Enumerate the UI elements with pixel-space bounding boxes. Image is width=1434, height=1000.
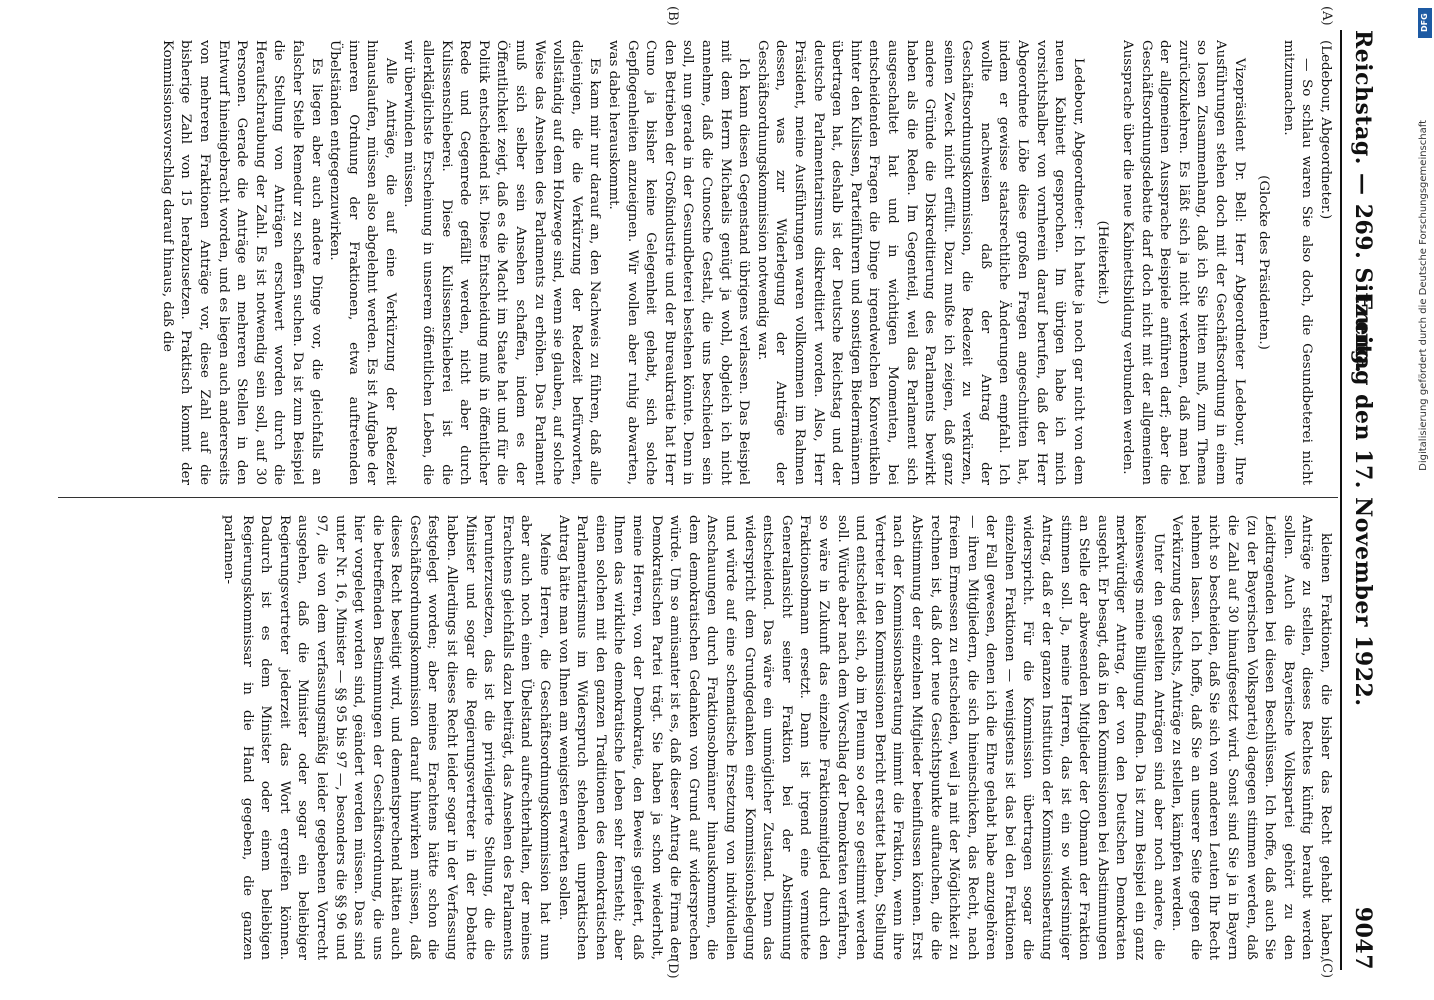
page-header: [1340, 30, 1380, 970]
paragraph: Es kam mir nur darauf an, den Nachweis zu führen, daß alle diejenigen, die die Verkürzung der Redezeit befürworten, vollständig auf dem Holzwege sind, wenn sie glauben, auf solche Weise das Ansehen des Parlaments zu erhöhen. Das Parlament muß sich selber sein Ansehen schaffen, indem es der Öffentlichkeit zeigt, daß es die Macht im Staate hat und für die Politik entscheidend ist. Diese Entscheidung muß in öffentlicher Rede und Gegenrede gefällt werden, nicht aber durch Kulissenschieberei. Diese Kulissenschieberei ist die allerkläglichste Erscheinung in unserem öffentlichen Leben, die wir überwinden müssen.: [401, 40, 603, 485]
funding-credit: [1418, 120, 1432, 1000]
paragraph: Unter den gestellten Anträgen sind aber noch andere, die keineswegs meine Billigung finden. Da ist zum Beispiel ein ganz merkwürdiger Antrag, der von den Deutschen Demokraten ausgeht. Er besagt, daß in den Kommissionen bei Abstimmungen an Stelle der abwesenden Mitglieder der Obmann der Fraktion stimmen soll. Ja, meine Herren, das ist ein so widersinniger Antrag, daß er der ganzen Institution der Kommissionsberatung widerspricht. Für die Kommission übertragen sogar die einzelnen Fraktionen — wenigstens ist das bei den Fraktionen der Fall gewesen, denen ich die Ehre gehabt habe anzugehören — ihren Mitgliedern, die sich hineinschicken, das Recht, nach freiem Ermessen zu entscheiden, weil ja mit der Möglichkeit zu rechnen ist, daß dort neue Gesichtspunkte auftauchen, die die Abstimmung der einzelnen Mitglieder beeinflussen können. Erst nach der Kommissionsberatung nimmt die Fraktion, wenn ihre Vertreter in den Kommissionen Bericht erstattet haben, Stellung und entscheidet sich, ob im Plenum so oder so gestimmt werden soll. Würde aber nach dem Vorschlag der Demokraten verfahren, so wäre in Zukunft das einzelne Fraktionsmitglied durch den Fraktionsobmann ersetzt. Dann ist irgend eine vermutete Generalansicht seiner Fraktion bei der Abstimmung entscheidend. Das wäre ein unmöglicher Zustand. Denn das widerspricht dem Grundgedanken einer Kommissionsbelegung und würde auf eine schematische Ersetzung von individuellen Anschauungen durch Fraktionsobmänner hinauskommen, die dem demokratischen Gedanken von Grund auf widersprechen würde. Um so amüsanter ist es, daß dieser Antrag die Firma der Demokratischen Partei trägt. Sie haben ja schon wiederholt, meine Herren, von der Demokratie, den Beweis geliefert, daß Ihnen das wirkliche demokratische Leben sehr fernsteht; aber einen solchen mit den ganzen Traditionen des demokratischen Parlamentarismus im Widerspruch stehenden unpraktischen Antrag hätte man von Ihnen am wenigsten erwarten sollen.: [555, 515, 1166, 960]
page-number: 9047: [1350, 906, 1376, 970]
paragraph: Ich kann diesen Gegenstand übrigens verlassen. Das Beispiel mit dem Herrn Michaelis genügt ja wohl, obgleich ich nicht annehme, daß die Cunosche Gestalt, die uns beschieden sein soll, nun gerade in der Gesundbeterei bestehen könnte. Denn in den Betrieben der Großindustrie und der Bureaukratie hat Herr Cuno ja bisher keine Gelegenheit gehabt, sich solche Gepflogenheiten anzueignen. Wir wollen aber ruhig abwarten, was dabei herauskommt.: [606, 40, 752, 485]
header-date: Freitag den 17. November 1922.: [1350, 293, 1376, 707]
margin-marker-b: (B): [665, 6, 680, 26]
header-left: Reichstag. — 269. Sitzung.: [1350, 30, 1376, 374]
margin-marker-d: (D): [665, 958, 680, 979]
paragraph: Ledebour, Abgeordneter: Ich hatte ja noch gar nicht von dem neuen Kabinett gesprochen. Im übrigen habe ich mich vorsichtshalber von vornherein darauf berufen, daß der Herr Abgeordnete Löbe diese großen Fragen angeschnitten hat, indem er gewisse staatsrechtliche Änderungen empfahl. Ich wollte nachweisen daß der Antrag der Geschäftsordnungskommission, die Redezeit zu verkürzen, seinen Zweck nicht erfüllt. Dazu mußte ich zeigen, daß ganz andere Gründe die Diskreditierung des Parlaments bewirkt haben als die Reden. Im Gegenteil, weil das Parlament sich ausgeschaltet hat und in wichtigen Momenten, bei entscheidenden Fragen die Dinge irgendwelchen Konventikeln hinter den Kulissen, Parteiführern und sonstigen Biedermännern übertragen hat, deshalb ist der Deutsche Reichstag und der deutsche Parlamentarismus diskreditiert worden. Also, Herr Präsident, meine Ausführungen waren vollkommen im Rahmen dessen, was zur Widerlegung der Anträge der Geschäftsordnungskommission notwendig war.: [754, 40, 1086, 485]
stage-direction: (Heiterkeit.): [1095, 220, 1111, 305]
column-divider: [58, 497, 1338, 498]
paragraph: kleinen Fraktionen, die bisher das Recht gehabt haben, Anträge zu stellen, dieses Rechtes künftig beraubt werden sollen. Auch die Bayerische Volkspartei gehört zu den Leidtragenden bei diesen Beschlüssen. Ich hoffe, daß auch Sie (zu der Bayerischen Volkspartei) dagegen stimmen werden, daß die Zahl auf 30 hinaufgesetzt wird. Sonst sind Sie ja in Bayern nicht so bescheiden, daß Sie sich von anderen Leuten Ihr Recht nehmen lassen. Ich hoffe, daß Sie an unserer Seite gegen die Verkürzung des Rechts, Anträge zu stellen, kämpfen werden.: [1169, 515, 1333, 960]
stage-direction: (Glocke des Präsidenten.): [1256, 175, 1272, 350]
funding-credit-text: Digitalisierung gefördert durch die Deutsche Forschungsgemeinschaft: [1418, 120, 1429, 471]
margin-marker-a: (A): [1319, 6, 1334, 26]
left-column: [64, 40, 1334, 485]
right-column: [64, 515, 1334, 960]
speaker-note: (Ledebour, Abgeordneter.): [1318, 40, 1333, 220]
paragraph: — So schlau waren Sie also doch, die Gesundbeterei nicht mitzumachen.: [1280, 40, 1315, 485]
paragraph: Es liegen aber auch andere Dinge vor, die gleichfalls an falscher Stelle Remedur zu schaffen suchen. Da ist zum Beispiel die Stellung von Anträgen erschwert worden durch die Heraufschraubung der Zahl. Es ist notwendig sein soll, auf 30 Personen. Gerade die Anträge an mehreren Stellen in den Entwurf hineingebracht worden, und es liegen auch andererseits von mehreren Fraktionen Anträge vor, diese Zahl auf die bisherige Zahl von 15 herabzusetzen. Praktisch kommt der Kommissionsvorschlag darauf hinaus, daß die: [159, 40, 324, 485]
margin-marker-c: (C): [1319, 958, 1334, 979]
paragraph: Vizepräsident Dr. Bell: Herr Abgeordneter Ledebour, Ihre Ausführungen stehen doch mit der Geschäftsordnung in einem so losen Zusammenhang, daß ich Sie bitten muß, zum Thema zurückzukehren. Es läßt sich ja nicht verkennen, daß man bei der allgemeinen Aussprache Beispiele anführen darf; aber die Geschäftsordnungsdebatte darf doch nicht mit der allgemeinen Aussprache über die neue Kabinettsbildung verbunden werden.: [1120, 40, 1247, 485]
paragraph: Alle Anträge, die auf eine Verkürzung der Redezeit hinauslaufen, müssen also abgelehnt werden. Es ist Aufgabe der inneren Ordnung der Fraktionen, etwa auftretenden Übelständen entgegenzuwirken.: [327, 40, 398, 485]
dfg-logo: DFG: [1418, 8, 1432, 38]
paragraph: Meine Herren, die Geschäftsordnungskommission hat nun aber auch noch einen Übelstand aufrechterhalten, der meines Erachtens gleichfalls dazu beiträgt, das Ansehen des Parlaments herunterzusetzen, das ist die privilegierte Stellung, die die Minister und sogar die Regierungsvertreter in der Debatte haben. Allerdings ist dieses Recht leider sogar in der Verfassung festgelegt worden; aber meines Erachtens hätte schon die Geschäftsordnungskommission darauf hinwirken müssen, daß dieses Recht beseitigt wird, und dementsprechend hätten auch die betreffenden Bestimmungen der Geschäftsordnung, die uns hier vorgelegt worden sind, geändert werden müssen. Das sind unter Nr. 16, Minister — §§ 95 bis 97 —, besonders die §§ 96 und 97, die von dem verfassungsmäßig leider gegebenen Vorrecht ausgehen, daß die Minister oder sogar ein beliebiger Regierungsvertreter jederzeit das Wort ergreifen können. Dadurch ist es dem Minister oder einem beliebigen Regierungskommissar in die Hand gegeben, die ganzen parlamen-: [220, 515, 553, 960]
